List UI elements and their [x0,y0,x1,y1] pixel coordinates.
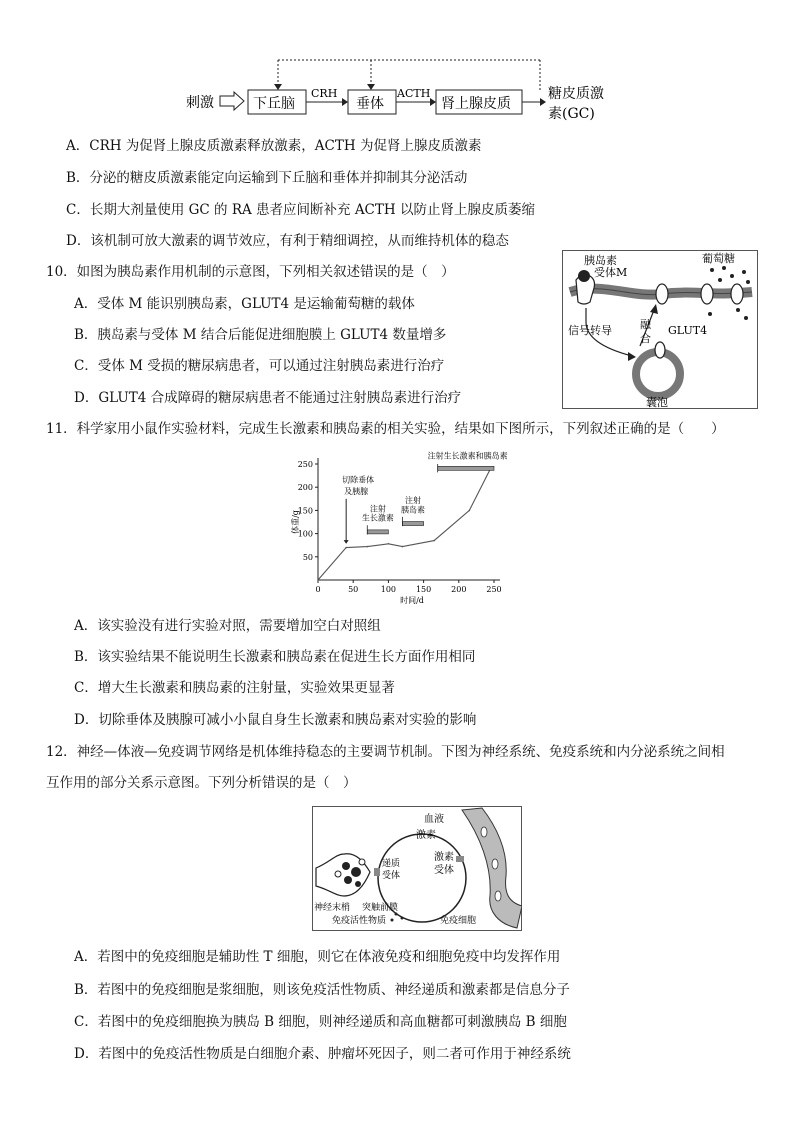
flow-adrenal: 肾上腺皮质 [441,96,511,112]
flow-stimulus: 刺激 [186,95,214,111]
label-immune-cell: 免疫细胞 [440,916,477,926]
q12-option-c: C．若图中的免疫细胞换为胰岛 B 细胞，则神经递质和高血糖都可刺激胰岛 B 细胞 [74,1014,567,1030]
annotation-growth-hormone-bar [367,530,388,534]
flow-crh: CRH [311,87,338,100]
y-tick-label: 200 [297,483,313,493]
annotation-insulin-bar [402,522,423,526]
weight-data-point [433,540,435,542]
q9-option-b: B．分泌的糖皮质激素能定向运输到下丘脑和垂体并抑制其分泌活动 [66,170,468,186]
label-fusion-2: 合 [640,332,651,345]
q12-option-a: A．若图中的免疫细胞是辅助性 T 细胞，则它在体液免疫和细胞免疫中均发挥作用 [74,949,561,965]
hpa-axis-diagram [180,50,620,125]
y-tick-label: 250 [297,460,313,469]
annotation-growth-hormone-line1: 注射 [369,504,386,514]
x-tick-label: 250 [486,585,502,594]
annotation-combined-label: 注射生长激素和胰岛素 [427,451,508,461]
flow-gc-line1: 糖皮质激 [548,86,604,102]
y-axis-label: 体重/g [291,510,300,534]
label-transmitter-receptor-1: 递质 [382,859,401,869]
weight-data-point [402,546,404,548]
label-blood: 血液 [424,814,444,825]
label-immune-active: 免疫活性物质 [332,916,387,926]
annotation-combined-bar [438,466,494,470]
q10-option-d: D．GLUT4 合成障碍的糖尿病患者不能通过注射胰岛素进行治疗 [74,390,462,406]
q11-option-b: B．该实验结果不能说明生长激素和胰岛素在促进生长方面作用相同 [74,649,476,665]
insulin-mechanism-figure [562,250,758,410]
x-tick-label: 50 [348,585,359,594]
label-glucose: 葡萄糖 [702,252,735,265]
neuro-immune-figure [312,806,522,931]
y-tick-label: 150 [297,506,313,516]
q10-option-b: B．胰岛素与受体 M 结合后能促进细胞膜上 GLUT4 数量增多 [74,327,447,343]
flow-gc-line2: 素(GC) [548,106,595,122]
q11-option-d: D．切除垂体及胰腺可减小小鼠自身生长激素和胰岛素对实验的影响 [74,712,477,728]
q12-stem-line1: 12．神经—体液—免疫调节网络是机体维持稳态的主要调节机制。下图为神经系统、免疫系统和内分泌系统之间相 [46,744,725,760]
x-tick-label: 0 [315,585,321,594]
q9-option-a: A．CRH 为促肾上腺皮质激素释放激素，ACTH 为促肾上腺皮质激素 [66,138,482,154]
flow-hypothalamus: 下丘脑 [253,96,295,112]
x-tick-label: 200 [451,585,467,594]
label-hormone-receptor-2: 受体 [434,865,454,876]
label-receptor-m: 受体M [594,266,628,279]
annotation-removal-line2: 及胰腺 [344,487,369,497]
q11-stem: 11．科学家用小鼠作实验材料，完成生长激素和胰岛素的相关实验，结果如下图所示，下列叙述正确的是（ ） [46,421,725,437]
q10-option-a: A．受体 M 能识别胰岛素，GLUT4 是运输葡萄糖的载体 [74,296,415,312]
x-axis-label: 时间/d [400,596,424,604]
weight-data-point [317,579,319,581]
q12-option-d: D．若图中的免疫活性物质是白细胞介素、肿瘤坏死因子，则二者可作用于神经系统 [74,1046,571,1062]
label-hormone: 激素 [416,830,436,841]
q10-option-c: C．受体 M 受损的糖尿病患者，可以通过注射胰岛素进行治疗 [74,358,445,374]
y-tick-label: 100 [297,529,313,539]
y-tick-label: 50 [302,552,313,562]
x-tick-label: 150 [415,585,432,594]
q12-option-b: B．若图中的免疫细胞是浆细胞，则该免疫活性物质、神经递质和激素都是信息分子 [74,982,570,998]
weight-data-point [366,546,368,548]
flow-acth: ACTH [397,87,431,100]
label-hormone-receptor-1: 激素 [434,852,454,863]
weight-data-point [388,543,390,545]
label-fusion-1: 融 [640,318,651,331]
label-glut4: GLUT4 [668,324,708,337]
label-presynaptic: 突触前膜 [362,903,399,913]
annotation-growth-hormone-line2: 生长激素 [361,513,394,523]
q11-option-c: C．增大生长激素和胰岛素的注射量，实验效果更显著 [74,680,395,696]
label-nerve-terminal: 神经末梢 [314,903,351,913]
body-weight-chart [288,448,508,604]
label-insulin: 胰岛素 [584,254,617,267]
flow-pituitary: 垂体 [356,96,384,112]
annotation-insulin-line1: 注射 [405,495,422,505]
label-transmitter-receptor-2: 受体 [382,871,401,881]
annotation-removal-line1: 切除垂体 [342,475,375,485]
q9-option-d: D．该机制可放大激素的调节效应，有利于精细调控，从而维持机体的稳态 [66,233,509,249]
annotation-removal-arrowhead [344,540,349,544]
q11-option-a: A．该实验没有进行实验对照，需要增加空白对照组 [74,618,381,634]
q10-stem: 10．如图为胰岛素作用机制的示意图，下列相关叙述错误的是（ ） [46,264,455,280]
label-vesicle: 囊泡 [646,396,668,409]
x-tick-label: 100 [380,585,397,594]
annotation-insulin-line2: 胰岛素 [401,505,426,515]
weight-data-point [469,510,471,512]
label-signal: 信号转导 [568,324,612,337]
q12-stem-line2: 互作用的部分关系示意图。下列分析错误的是（ ） [46,775,357,791]
q9-option-c: C．长期大剂量使用 GC 的 RA 患者应间断补充 ACTH 以防止肾上腺皮质萎缩 [66,202,535,218]
weight-data-point [345,547,347,549]
